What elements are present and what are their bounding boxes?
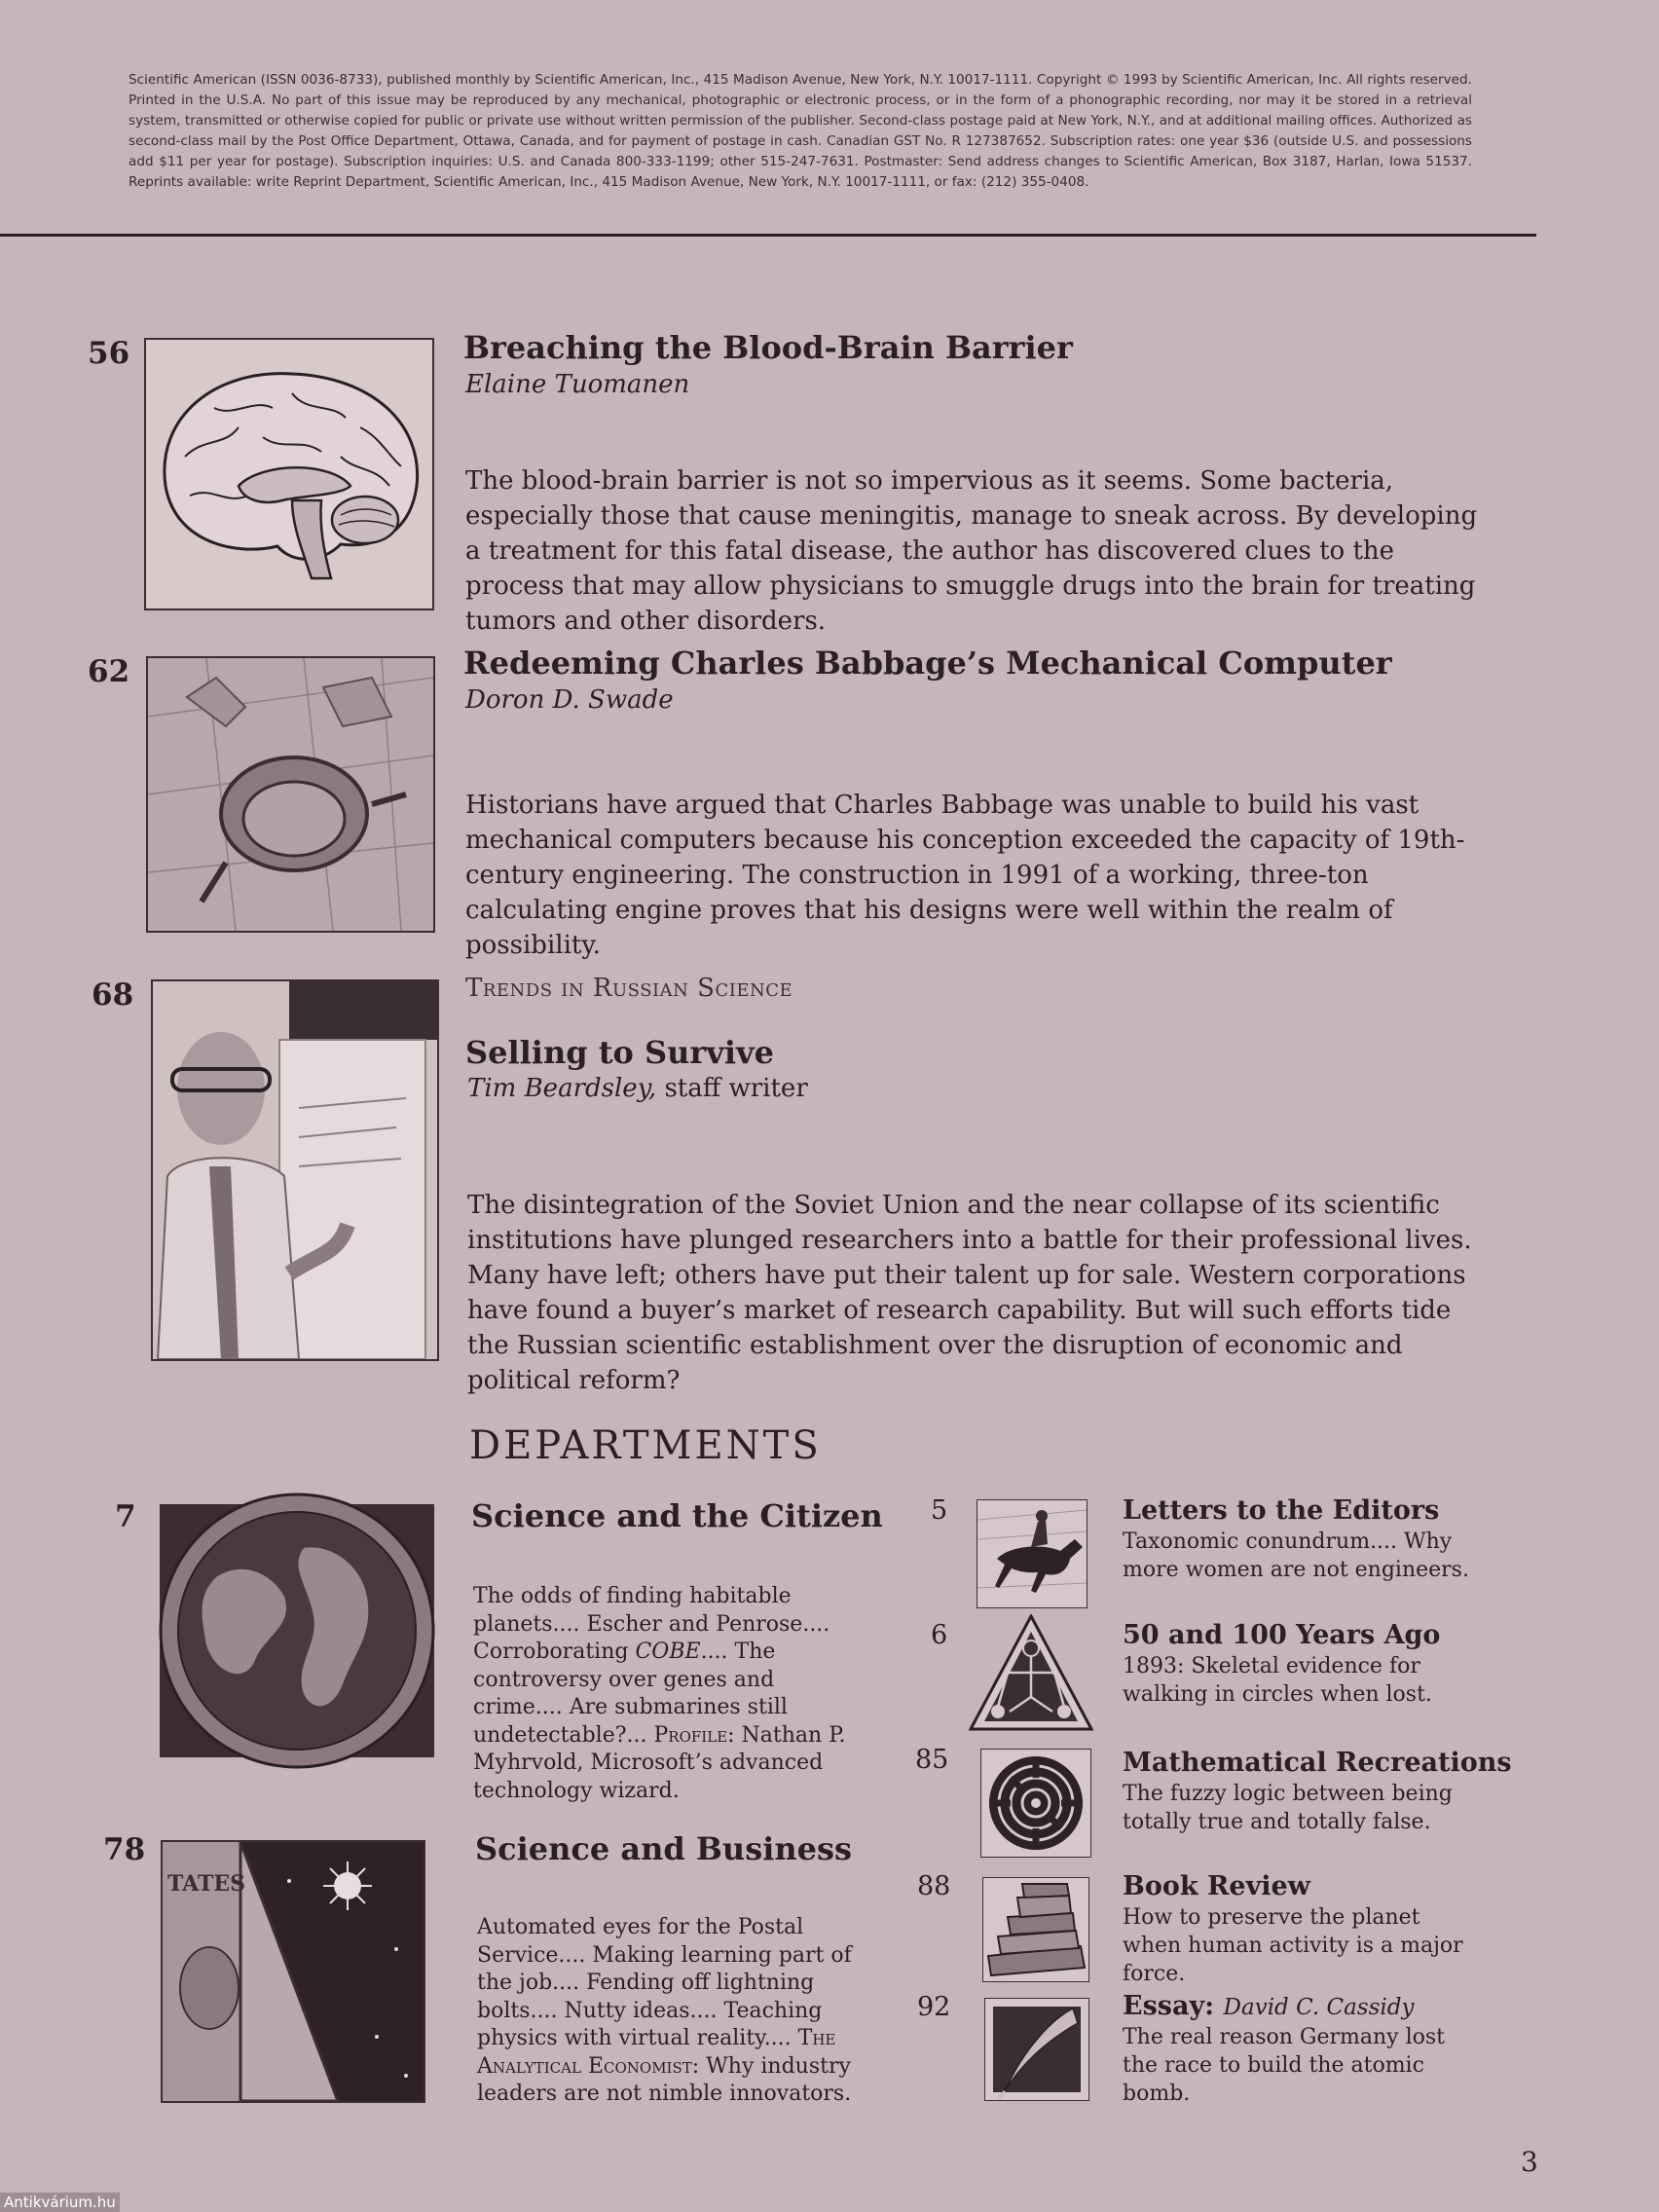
department-title[interactable]: Science and the Citizen: [471, 1497, 883, 1534]
essay-author: David C. Cassidy: [1223, 1995, 1415, 2020]
department-title[interactable]: 50 and 100 Years Ago: [1123, 1620, 1441, 1650]
books-illustration: [982, 1877, 1089, 1982]
departments-heading: DEPARTMENTS: [469, 1423, 822, 1468]
department-page-number: 7: [115, 1499, 136, 1534]
pyramid-skeleton-illustration: [969, 1614, 1093, 1731]
department-page-number: 5: [931, 1495, 948, 1526]
department-title[interactable]: Essay: David C. Cassidy: [1123, 1991, 1415, 2021]
dollar-night-illustration: [161, 1840, 425, 2103]
feature-title[interactable]: Redeeming Charles Babbage’s Mechanical Computer: [463, 645, 1392, 682]
feature-author: Elaine Tuomanen: [465, 370, 690, 399]
feature-title[interactable]: Selling to Survive: [465, 1034, 774, 1071]
department-title[interactable]: Letters to the Editors: [1123, 1495, 1440, 1526]
author-role: staff writer: [664, 1074, 808, 1103]
svg-text:TATES: TATES: [167, 1871, 246, 1897]
maze-illustration: [980, 1749, 1091, 1858]
quill-illustration: [984, 1998, 1089, 2101]
dollar-icon: [163, 1842, 424, 2101]
department-summary: The fuzzy logic between being totally true and totally false.: [1123, 1782, 1453, 1834]
feature-page-number: 56: [88, 336, 130, 371]
globe-illustration: [158, 1490, 436, 1772]
department-summary: How to preserve the planet when human activity is a major force.: [1123, 1905, 1463, 1986]
scientist-photo: [151, 979, 439, 1361]
department-summary: Automated eyes for the Postal Service.... Making learning part of the job.... Fending off lightning bolts.... Nutty ideas.... Teaching physics with virtual reality.... The Analytical Economist: Why industry leaders are not nimble innovators.: [477, 1915, 852, 2106]
feature-author: [467, 1074, 808, 1103]
page-number: 3: [1521, 2146, 1538, 2178]
department-summary: 1893: Skeletal evidence for walking in circles when lost.: [1123, 1654, 1432, 1707]
department-page-number: 85: [915, 1745, 949, 1775]
gear-icon: [148, 658, 433, 931]
feature-page-number: 68: [92, 977, 134, 1013]
feature-page-number: 62: [88, 654, 130, 689]
quill-icon: [985, 1999, 1088, 2100]
horse-icon: [977, 1500, 1087, 1607]
author-name: Tim Beardsley,: [467, 1074, 657, 1103]
department-page-number: 92: [917, 1992, 951, 2022]
department-summary: The real reason Germany lost the race to build the atomic bomb.: [1123, 2025, 1445, 2106]
feature-summary: The disintegration of the Soviet Union and the near collapse of its scientific institutions have plunged researchers into a battle for their professional lives. Many have left; others have put their talent up for sale. Western corporations have found a buyer’s market of research capability. But will such efforts tide the Russian scientific establishment over the disruption of economic and political reform?: [467, 1191, 1472, 1395]
department-page-number: 6: [931, 1620, 948, 1650]
copyright-notice: Scientific American (ISSN 0036-8733), published monthly by Scientific American, Inc., 415 Madison Avenue, New York, N.Y. 10017-1111. Copyright © 1993 by Scientific American, Inc. All rights reserved. Printed in the U.S.A. No part of this issue may be reproduced by any mechanical, photographic or electronic process, or in the form of a phonographic recording, nor may it be stored in a retrieval system, transmitted or otherwise copied for public or private use without written permission of the publisher. Second-class postage paid at New York, N.Y., and at additional mailing offices. Authorized as second-class mail by the Post Office Department, Ottawa, Canada, and for payment of postage in cash. Canadian GST No. R 127387652. Subscription rates: one year $36 (outside U.S. and possessions add $11 per year for postage). Subscription inquiries: U.S. and Canada 800-333-1199; other 515-247-7631. Postmaster: Send address changes to Scientific American, Box 3187, Harlan, Iowa 51537. Reprints available: write Reprint Department, Scientific American, Inc., 415 Madison Avenue, New York, N.Y. 10017-1111, or fax: (212) 355-0408.: [129, 72, 1472, 190]
feature-summary: The blood-brain barrier is not so impervious as it seems. Some bacteria, especially those that cause meningitis, manage to sneak across. By developing a treatment for this fatal disease, the author has discovered clues to the process that may allow physicians to smuggle drugs into the brain for treating tumors and other disorders.: [465, 466, 1478, 636]
feature-kicker: Trends in Russian Science: [465, 974, 793, 1003]
department-page-number: 88: [917, 1871, 951, 1901]
pyramid-icon: [969, 1614, 1093, 1731]
brain-illustration: [144, 338, 434, 610]
brain-icon: [146, 340, 432, 608]
department-summary: Taxonomic conundrum.... Why more women are not engineers.: [1123, 1530, 1469, 1582]
header-rule: [0, 234, 1536, 237]
book-icon: [983, 1878, 1088, 1981]
feature-summary: Historians have argued that Charles Babbage was unable to build his vast mechanical computers because his conception exceeded the capacity of 19th-century engineering. The construction in 1991 of a working, three-ton calculating engine proves that his designs were well within the realm of possibility.: [465, 791, 1465, 960]
globe-icon: [158, 1490, 436, 1772]
department-page-number: 78: [103, 1832, 146, 1867]
department-title[interactable]: Book Review: [1123, 1871, 1310, 1901]
feature-title[interactable]: Breaching the Blood-Brain Barrier: [463, 329, 1073, 366]
department-title[interactable]: Mathematical Recreations: [1123, 1748, 1512, 1778]
horse-rider-illustration: [977, 1499, 1088, 1608]
feature-author: Doron D. Swade: [465, 685, 674, 715]
person-icon: [153, 981, 437, 1359]
department-title[interactable]: Science and Business: [475, 1830, 853, 1867]
babbage-engine-photo: [146, 656, 435, 933]
department-summary: The odds of finding habitable planets.... Escher and Penrose.... Corroborating COBE.... The controversy over genes and crime.... Are submarines still undetectable?... Profile: Nathan P. Myhrvold, Microsoft’s advanced technology wizard.: [473, 1584, 846, 1803]
watermark: Antikvárium.hu: [0, 2193, 120, 2212]
maze-icon: [981, 1750, 1090, 1857]
